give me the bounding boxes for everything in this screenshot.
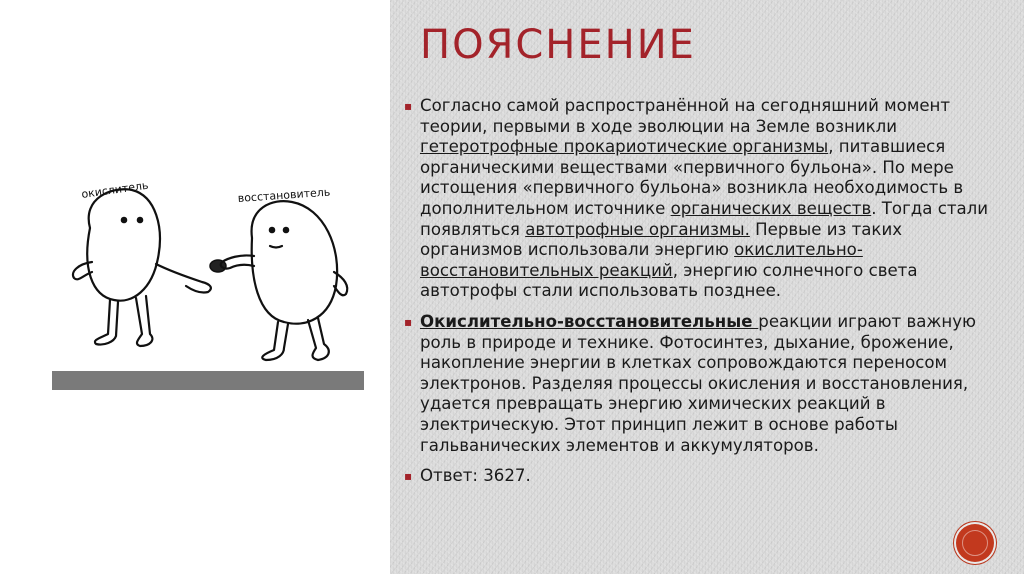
paragraph-redox-importance: ▪ Окислительно-восстановительные реакции играют важную роль в природе и технике. Фотосинтез, дыхание, брожение, накопление энергии в клетках сопровождаются переносом электронов. Разделяя процессы окисления и восстановления, удается превращать энергию химических реакций в электрическую. Этот принцип лежит в основе работы гальванических элементов и аккумуляторов. [404,311,977,455]
square-bullet-icon: ▪ [404,99,413,113]
circle-nav-icon [962,530,988,556]
term-organic-substances: органических веществ [670,198,872,218]
label-reductant: восстановитель [237,185,331,205]
term-redox-reactions: окислительно-восстановительных реакций [420,240,863,280]
left-panel [0,0,390,574]
slide-content [404,96,994,497]
paragraph-evolution: ▪ Согласно самой распространённой на сегодняшний момент теории, первыми в ходе эволюции на Земле возникли гетеротрофные прокариотические организмы, питавшиеся органическими веществами «первичного бульона». По мере истощения «первичного бульона» возникла необходимость в дополнительном источнике органических веществ. Тогда стали появляться автотрофные организмы. Первые из таких организмов использовали энергию окислительно-восстановительных реакций, энергию солнечного света автотрофы стали использовать позднее. [404,96,989,301]
square-bullet-icon: ▪ [404,469,413,484]
redox-cartoon-illustration [52,168,364,368]
label-oxidizer: окислитель [80,178,150,201]
paragraph-answer [404,466,994,487]
term-redox-heading: Окислительно-восстановительные [420,311,759,331]
slide-title: ПОЯСНЕНИЕ [420,22,696,68]
illustration-caption-bar [52,371,364,390]
term-heterotrophs: гетеротрофные прокариотические организмы [420,137,829,157]
square-bullet-icon: ▪ [404,314,413,329]
slide-nav-button[interactable] [956,524,994,562]
term-autotrophs: автотрофные организмы. [525,219,750,239]
answer-text: Ответ: 3627. [420,466,531,486]
